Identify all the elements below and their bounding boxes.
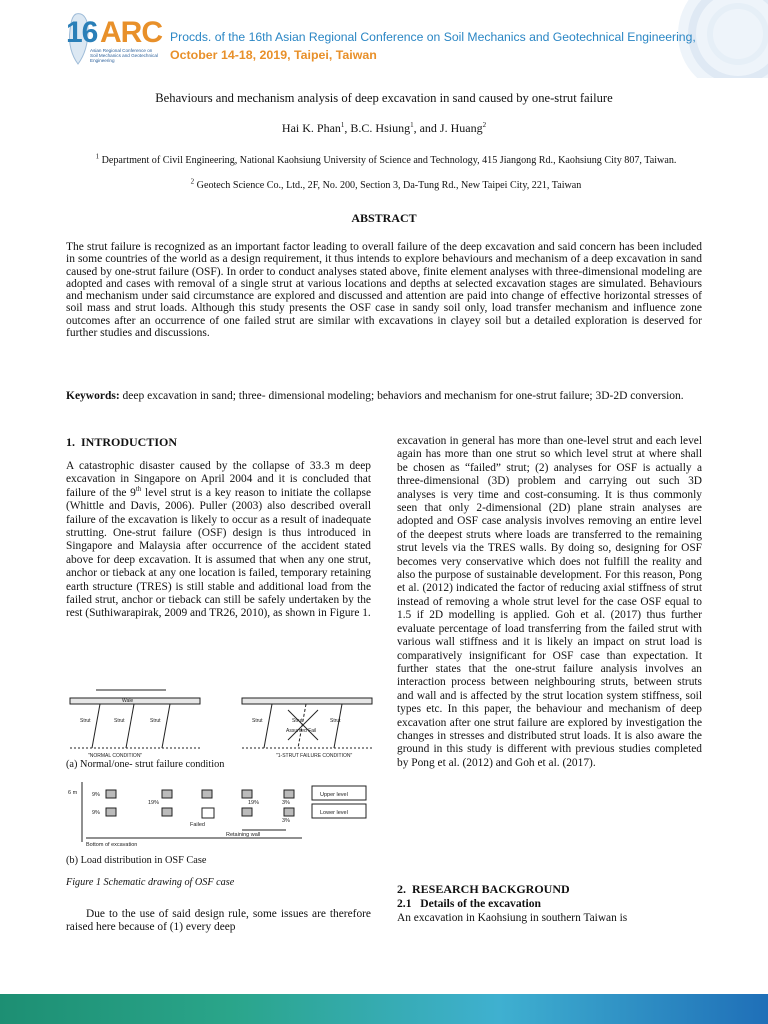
author-name: B.C. Hsiung (350, 121, 411, 135)
keywords (66, 389, 702, 403)
load-percent: 19% (248, 800, 260, 806)
strut-label: Strut (150, 718, 161, 724)
section-title: RESEARCH BACKGROUND (412, 882, 570, 896)
strut-block (284, 808, 294, 816)
author-affil-mark: 2 (482, 121, 487, 129)
strut-label: Strut (292, 718, 303, 724)
load-percent: 3% (282, 818, 290, 824)
logo-arc: ARC (100, 16, 162, 49)
intro-paragraph-2: Due to the use of said design rule, some issues are therefore raised here because of (1) every deep (66, 908, 371, 934)
failed-label: Failed (190, 822, 205, 828)
figure-1a-label: (a) Normal/one- strut failure condition (66, 759, 225, 770)
intro-text: level strut is a key reason to initiate the collapse (Whittle and Davis, 2006). Puller (2003) also described overall failure of the excavation is likely to occur as a result of inadequate strutting. One-strut failure (OSF) design is thus introduced in Singapore and Malaysia after occurrence of the accident stated above for deep excavation. It is assumed that when any one strut, anchor or tieback at any one location is failed, temporary retaining earth structure (TRES) is still stable and additional load from the failed strut, anchor or tieback can still be safely undertaken by the rest (Suthiwarapirak, 2009 and TR26, 2010), as shown in Figure 1. (66, 486, 371, 620)
load-percent: 9% (92, 810, 100, 816)
section-1-heading (66, 435, 177, 450)
figure-1-caption: Figure 1 Schematic drawing of OSF case (66, 877, 235, 888)
section-title: INTRODUCTION (81, 435, 178, 449)
excavation-bottom-label: Bottom of excavation (86, 842, 138, 848)
subsection-title: Details of the excavation (420, 897, 541, 910)
author-name: J. Huang (439, 121, 483, 135)
strut-block (202, 790, 212, 798)
author-affil-mark: 1 (340, 121, 345, 129)
figure-1a-diagram (66, 684, 376, 760)
abstract-heading: ABSTRACT (351, 211, 417, 225)
keywords-label: Keywords: (66, 390, 120, 402)
load-percent: 3% (282, 800, 290, 806)
strut-line (264, 704, 272, 748)
logo-subtitle: Asian Regional Conference on Soil Mechanics and Geotechnical Engineering (90, 48, 158, 64)
strut-label: Strut (330, 718, 341, 724)
ordinal-superscript: th (135, 485, 142, 494)
strut-block (242, 808, 252, 816)
strut-label: Strut (114, 718, 125, 724)
failed-strut-block (202, 808, 214, 818)
section-2-heading (397, 882, 570, 897)
intro-paragraph-right: excavation in general has more than one-level strut and each level again has more than one strut so which level strut at where shall be chosen as “failed” strut; (2) analyses for OSF is actually a three-dimensional (3D) problem and carrying out such 3D analyses is very time and cost-consuming. It is thus commonly seen that only 2-dimensional (2D) plane strain analyses are adopted and OSF case analysis involves removing an entire level of the deepest struts where loads are transferred to the remaining strut levels via the TRES walls. By doing so, designing for OSF becomes very conservative which does not fulfill the reality and also the purpose of sustainable development. For this reason, Pong et al. (2012) indicated the factor of reducing axial stiffness of strut instead of removing a whole strut level for the case OSF equal to 1.5 if 2D modelling is applied. Goh et al. (2017) thus further evaluate percentage of load transferring from the failed strut with various wall stiffness and it is likely an impact on strut load is comparatively insignificant for OSF case than expectation. It further states that the one-strut failure analysis involves an interaction process between neighbouring struts, between struts and wall and is affected by the strut location system stiffness, soil types etc. In this paper, the behaviour and mechanism of deep excavation after one strut failure are explored by investigation the changes in stresses and distributed strut loads. It is also aware the ground in this study is different with previous studies completed by Pong et al. (2012) and Goh et al. (2017). (397, 435, 702, 769)
assumed-fail-label: Assumed Fail (286, 728, 317, 734)
depth-label: 6 m (68, 790, 78, 796)
strut-block (162, 790, 172, 798)
load-percent: 9% (92, 792, 100, 798)
section-2-1-heading (397, 897, 541, 910)
conference-logo (62, 10, 162, 68)
retaining-wall-label: Retaining wall (226, 832, 261, 838)
proceedings-line: Procds. of the 16th Asian Regional Conference on Soil Mechanics and Geotechnical Engineering, (170, 30, 696, 44)
paper-title: Behaviours and mechanism analysis of deep excavation in sand caused by one-strut failure (155, 91, 613, 105)
author-list (0, 121, 768, 136)
affiliation-text: Geotech Science Co., Ltd., 2F, No. 200, Section 3, Da-Tung Rd., New Taipei City, 221, Taiwan (194, 180, 582, 191)
footer-color-bar (0, 994, 768, 1024)
load-percent: 19% (148, 800, 160, 806)
normal-condition-label: "NORMAL CONDITION" (88, 753, 143, 759)
osf-condition-label: "1-STRUT FAILURE CONDITION" (276, 753, 353, 759)
section-number: 2. (397, 882, 406, 896)
abstract-body: The strut failure is recognized as an important factor leading to overall failure of the deep excavation and said concern has been included in some countries of the world as a design requirement, it thus intends to explore behaviours and mechanism of a deep excavation in sand caused by one-strut failure (OSF). In order to conduct analyses stated above, finite element analyses with three-dimensional modeling are adopted and cases with removal of a single strut at various locations and depths at selected excavation stages are simulated. Behaviours and mechanism under said circumstance are explored and discussed and attention are paid into change of effective horizontal stresses of soil mass and strut loads. Although this study presents the OSF case in sandy soil only, load transfer mechanism and influence zone outcomes after an occurrence of one failed strut are similar with excavations in clayey soil but a detailed exploration is deserved for further studies and discussions. (66, 241, 702, 340)
lower-level-label: Lower level (320, 810, 348, 816)
strut-block (162, 808, 172, 816)
strut-block (242, 790, 252, 798)
keywords-text: deep excavation in sand; three- dimensional modeling; behaviors and mechanism for one-strut failure; 3D-2D conversion. (119, 390, 684, 402)
author-separator: , and (413, 121, 440, 135)
section-2-1-text: An excavation in Kaohsiung in southern Taiwan is (397, 912, 628, 924)
author-affil-mark: 1 (410, 121, 414, 129)
strut-label: Strut (252, 718, 263, 724)
intro-text: A catastrophic disaster caused by the collapse of 33.3 m deep excavation in Singapore on April 2004 and it is concluded that failure of the 9 (66, 460, 371, 499)
affiliation-1 (66, 152, 706, 167)
conference-date-location: October 14-18, 2019, Taipei, Taiwan (170, 48, 377, 62)
affiliation-mark: 1 (95, 152, 100, 161)
strut-block (284, 790, 294, 798)
conference-header (0, 0, 768, 78)
strut-label: Strut (80, 718, 91, 724)
intro-paragraph-1 (66, 460, 371, 621)
subsection-number: 2.1 (397, 897, 412, 910)
logo-number: 16 (66, 16, 98, 49)
section-number: 1. (66, 435, 75, 449)
wale-beam (70, 698, 200, 704)
strut-block (106, 808, 116, 816)
strut-line (92, 704, 100, 748)
upper-level-label: Upper level (320, 792, 348, 798)
figure-1b-diagram (66, 780, 376, 848)
strut-line (126, 704, 134, 748)
affiliation-mark: 2 (190, 177, 195, 186)
wale-label: Wale (122, 698, 134, 704)
strut-block (106, 790, 116, 798)
author-separator: , (344, 121, 351, 135)
wale-beam (242, 698, 372, 704)
affiliation-text: Department of Civil Engineering, National Kaohsiung University of Science and Technology, 415 Jiangong Rd., Kaohsiung City 807, Taiwan. (99, 155, 677, 166)
strut-line (334, 704, 342, 748)
affiliation-2 (66, 177, 706, 192)
figure-1b-label: (b) Load distribution in OSF Case (66, 855, 207, 866)
author-name: Hai K. Phan (281, 121, 341, 135)
strut-line (162, 704, 170, 748)
